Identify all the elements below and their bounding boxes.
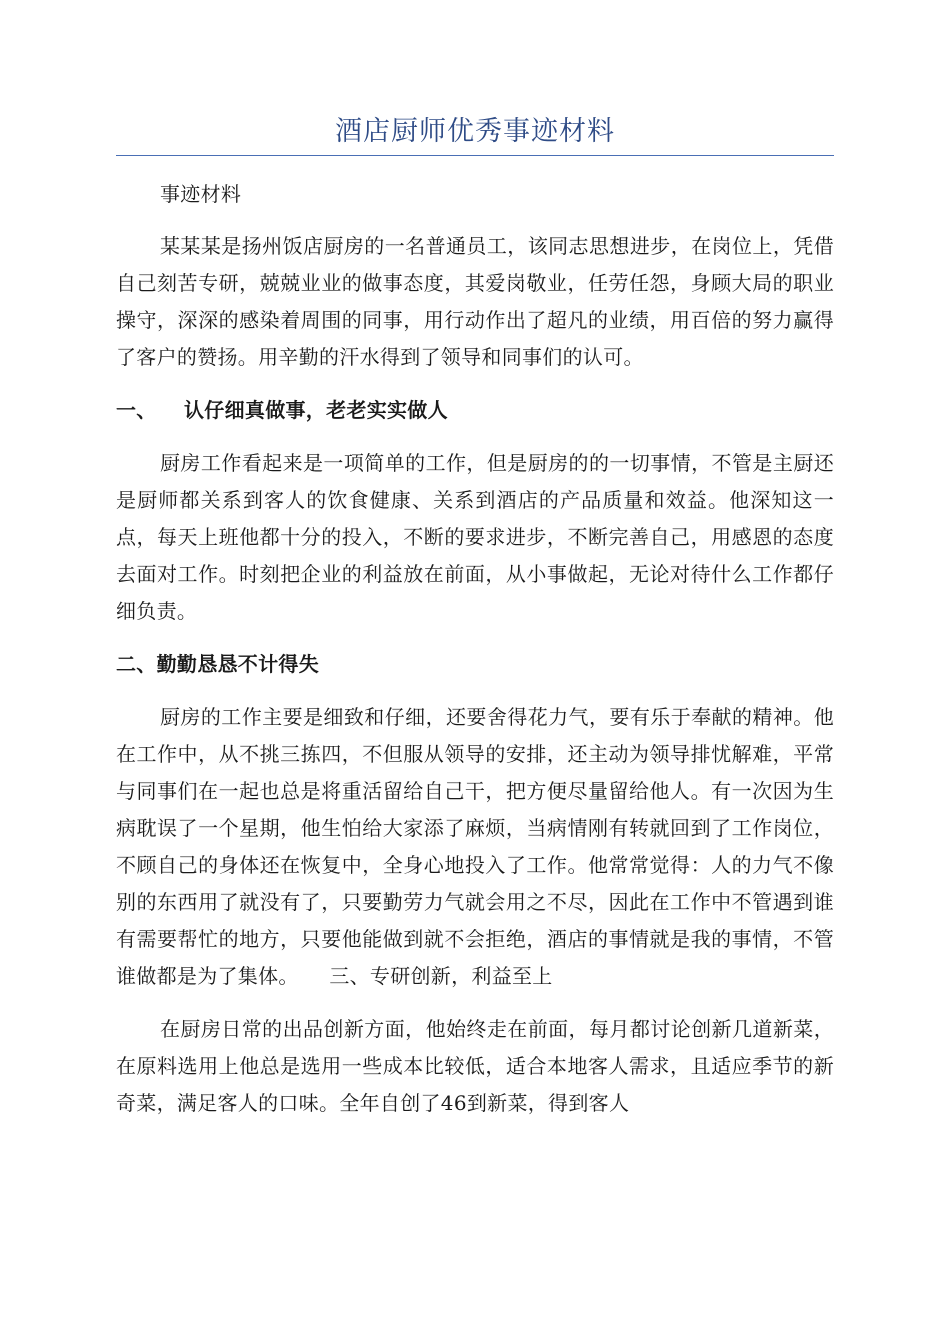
document-title: 酒店厨师优秀事迹材料 — [335, 116, 615, 147]
document-page — [116, 0, 834, 1344]
section-1-number: 一、 — [116, 398, 157, 422]
document-label: 事迹材料 — [160, 182, 242, 206]
section-1-heading — [116, 392, 834, 429]
section-2-paragraph — [116, 699, 834, 995]
document-body — [116, 176, 834, 1138]
section-2-heading: 二、勤勤恳恳不计得失 — [116, 652, 319, 676]
intro-paragraph: 某某某是扬州饭店厨房的一名普通员工，该同志思想进步，在岗位上，凭借自己刻苦专研，兢兢业业的做事态度，其爱岗敬业，任劳任怨，身顾大局的职业操守，深深的感染着周围的同事，用行动作出了超凡的业绩，用百倍的努力赢得了客户的赞扬。用辛勤的汗水得到了领导和同事们的认可。 — [116, 234, 834, 369]
section-2-body: 厨房的工作主要是细致和仔细，还要舍得花力气，要有乐于奉献的精神。他在工作中，从不挑三拣四，不但服从领导的安排，还主动为领导排忧解难，平常与同事们在一起也总是将重活留给自己干，把方便尽量留给他人。有一次因为生病耽误了一个星期，他生怕给大家添了麻烦，当病情刚有转就回到了工作岗位，不顾自己的身体还在恢复中，全身心地投入了工作。他常常觉得：人的力气不像别的东西用了就没有了，只要勤劳力气就会用之不尽，因此在工作中不管遇到谁有需要帮忙的地方，只要他能做到就不会拒绝，酒店的事情就是我的事情，不管谁做都是为了集体。 — [116, 705, 834, 988]
section-3-paragraph: 在厨房日常的出品创新方面，他始终走在前面，每月都讨论创新几道新菜，在原料选用上他总是选用一些成本比较低，适合本地客人需求，且适应季节的新奇菜，满足客人的口味。全年自创了46到新菜，得到客人 — [116, 1017, 834, 1115]
section-3-heading-inline: 三、专研创新，利益至上 — [329, 964, 553, 988]
section-1-paragraph: 厨房工作看起来是一项简单的工作，但是厨房的的一切事情，不管是主厨还是厨师都关系到客人的饮食健康、关系到酒店的产品质量和效益。他深知这一点，每天上班他都十分的投入，不断的要求进步，不断完善自己，用感恩的态度去面对工作。时刻把企业的利益放在前面，从小事做起，无论对待什么工作都仔细负责。 — [116, 451, 834, 623]
title-underline — [116, 155, 834, 156]
section-1-title: 认仔细真做事，老老实实做人 — [184, 398, 448, 422]
